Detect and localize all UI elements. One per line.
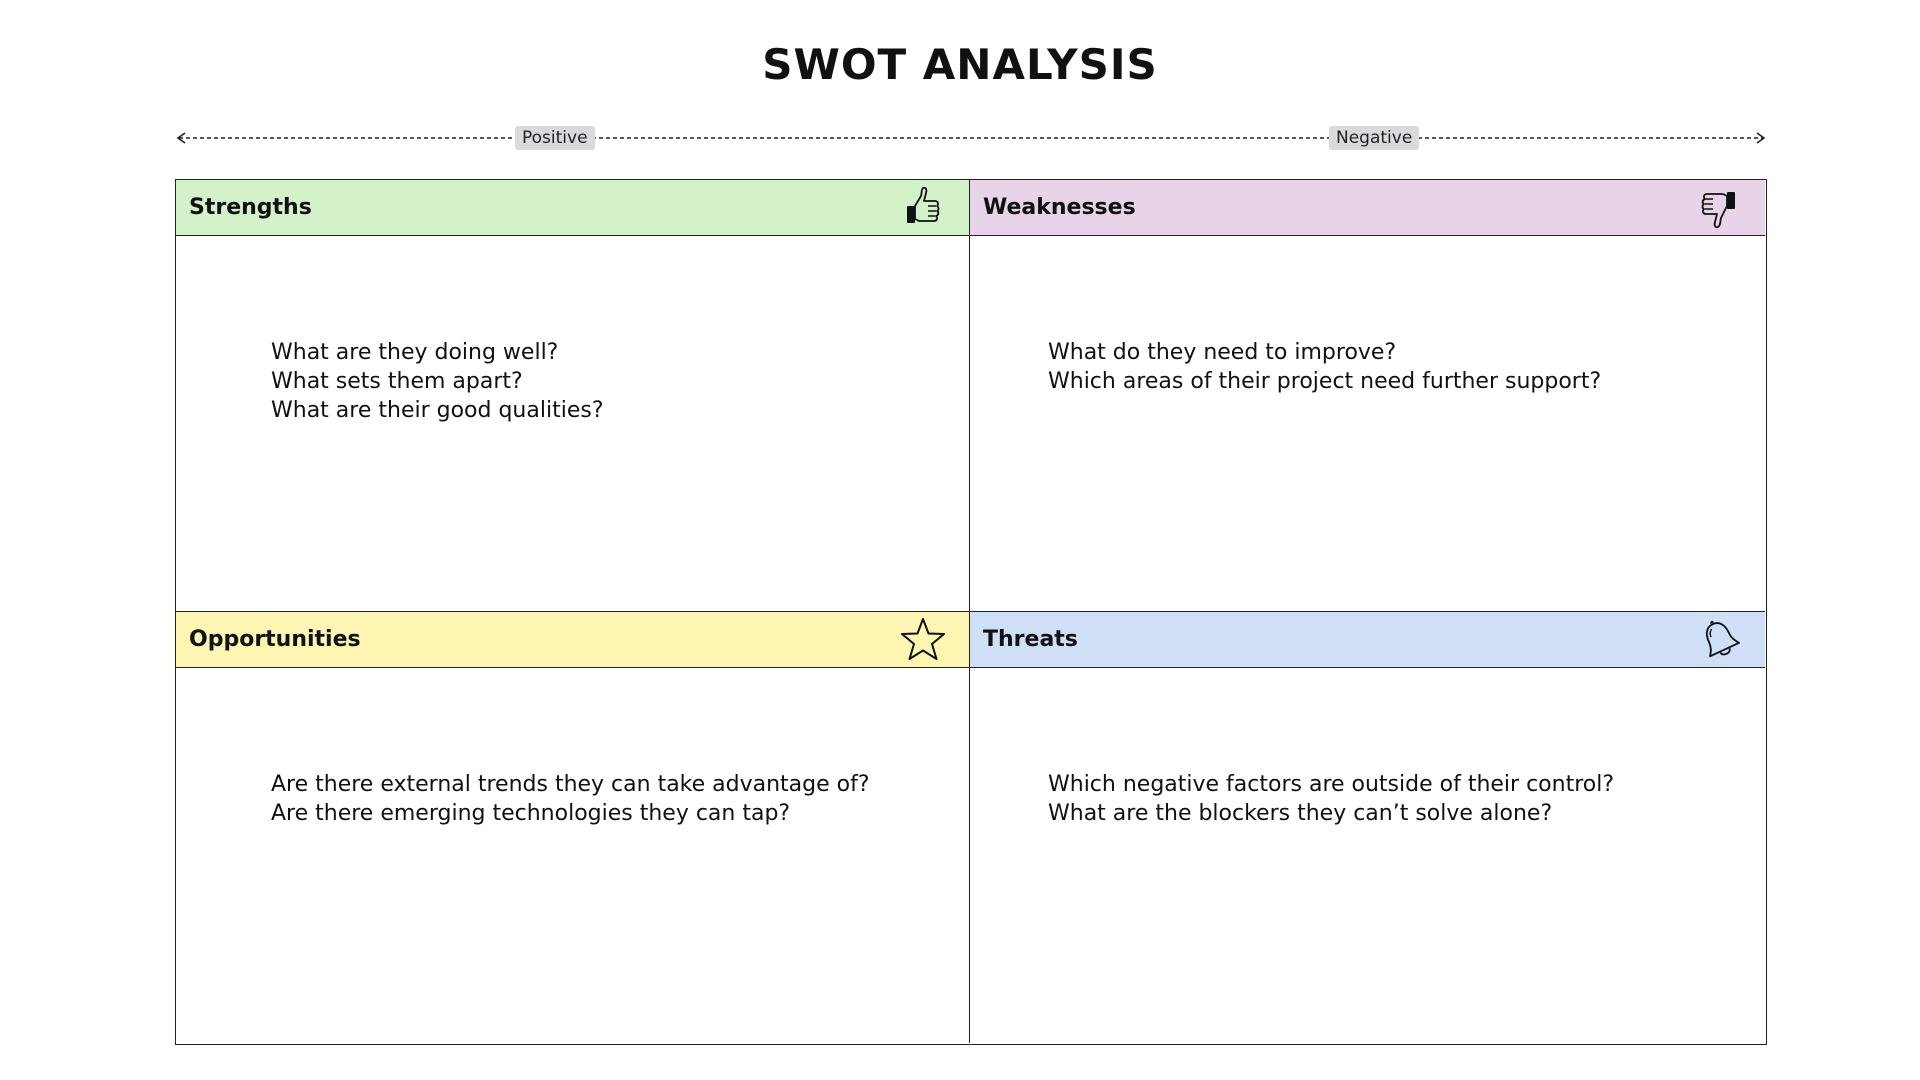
opportunities-line-2: Are there emerging technologies they can tap? <box>271 801 791 826</box>
opportunities-title: Opportunities <box>189 627 361 652</box>
opportunities-line-1: Are there external trends they can take advantage of? <box>271 772 870 797</box>
weaknesses-title: Weaknesses <box>983 195 1136 220</box>
threats-line-2: What are the blockers they can’t solve alone? <box>1048 801 1553 826</box>
double-arrow-line <box>175 126 1767 150</box>
positive-label: Positive <box>515 126 595 150</box>
threats-text <box>1048 770 1614 828</box>
thumbs-up-icon <box>899 184 947 232</box>
star-icon <box>899 616 947 664</box>
threats-title: Threats <box>983 627 1078 652</box>
weaknesses-line-1: What do they need to improve? <box>1048 340 1397 365</box>
opportunities-header <box>176 612 969 668</box>
weaknesses-header <box>970 180 1765 236</box>
swot-grid <box>175 179 1767 1045</box>
weaknesses-line-2: Which areas of their project need further support? <box>1048 369 1602 394</box>
strengths-line-3: What are their good qualities? <box>271 398 604 423</box>
strengths-line-1: What are they doing well? <box>271 340 559 365</box>
strengths-line-2: What sets them apart? <box>271 369 523 394</box>
opportunities-quadrant <box>176 612 970 1043</box>
strengths-text <box>271 338 604 425</box>
strengths-title: Strengths <box>189 195 312 220</box>
thumbs-down-icon <box>1695 184 1743 232</box>
threats-quadrant <box>970 612 1765 1043</box>
strengths-quadrant <box>176 180 970 612</box>
threats-line-1: Which negative factors are outside of their control? <box>1048 772 1615 797</box>
strengths-header <box>176 180 969 236</box>
threats-header <box>970 612 1765 668</box>
opportunities-text <box>271 770 870 828</box>
positive-negative-axis <box>175 126 1767 150</box>
page-title: SWOT ANALYSIS <box>762 40 1158 89</box>
weaknesses-text <box>1048 338 1601 396</box>
negative-label: Negative <box>1329 126 1419 150</box>
bell-icon <box>1695 616 1743 664</box>
weaknesses-quadrant <box>970 180 1765 612</box>
